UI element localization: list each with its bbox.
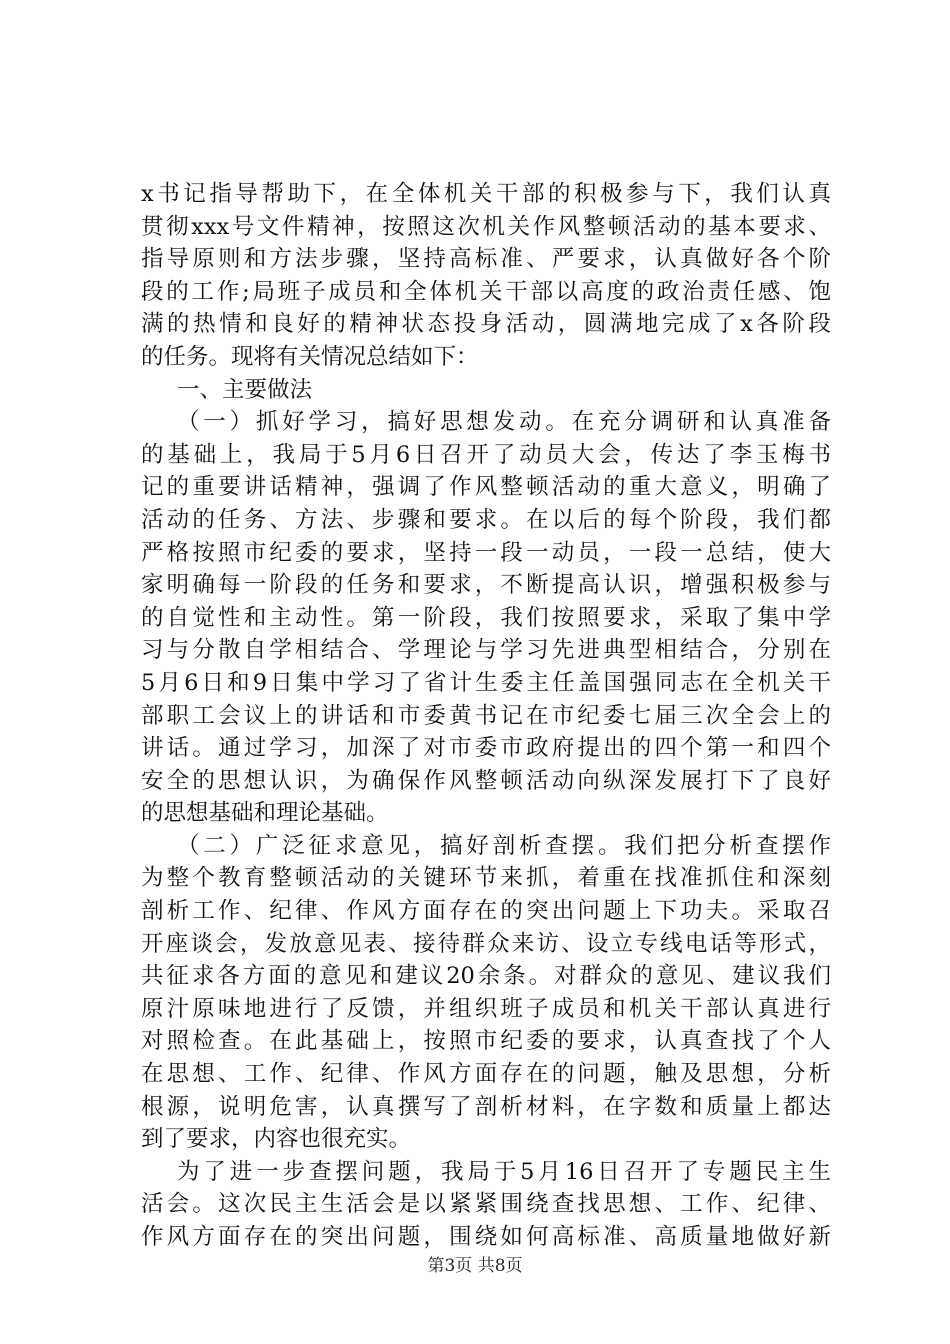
text-line: 讲话。通过学习，加深了对市委市政府提出的四个第一和四个 — [141, 735, 831, 762]
body-text — [141, 178, 831, 1254]
text-line: 剖析工作、纪律、作风方面存在的突出问题上下功夫。采取召 — [141, 898, 831, 925]
text-line: 根源，说明危害，认真撰写了剖析材料，在字数和质量上都达 — [141, 1093, 831, 1120]
text-line: 作风方面存在的突出问题，围绕如何高标准、高质量地做好新 — [141, 1224, 831, 1250]
text-line: 家明确每一阶段的任务和要求，不断提高认识，增强积极参与 — [141, 572, 831, 599]
text-line: 段的工作;局班子成员和全体机关干部以高度的政治责任感、饱 — [141, 278, 831, 305]
text-line: 活会。这次民主生活会是以紧紧围绕查找思想、工作、纪律、 — [141, 1191, 831, 1218]
text-line: x书记指导帮助下，在全体机关干部的积极参与下，我们认真 — [141, 181, 831, 207]
text-line: 在思想、工作、纪律、作风方面存在的问题，触及思想，分析 — [141, 1061, 831, 1088]
text-line: 对照检查。在此基础上，按照市纪委的要求，认真查找了个人 — [141, 1028, 831, 1055]
text-line: 的自觉性和主动性。第一阶段，我们按照要求，采取了集中学 — [141, 604, 831, 631]
text-line: 部职工会议上的讲话和市委黄书记在市纪委七届三次全会上的 — [141, 702, 831, 729]
text-line: 为了进一步查摆问题，我局于5月16日召开了专题民主生 — [177, 1158, 831, 1185]
text-line: 安全的思想认识，为确保作风整顿活动向纵深发展打下了良好 — [141, 767, 831, 794]
text-line: 的基础上，我局于5月6日召开了动员大会，传达了李玉梅书 — [141, 441, 831, 468]
text-line: 习与分散自学相结合、学理论与学习先进典型相结合，分别在 — [141, 637, 831, 664]
text-line: 的思想基础和理论基础。 — [141, 800, 389, 827]
text-line: 贯彻xxx号文件精神，按照这次机关作风整顿活动的基本要求、 — [141, 213, 831, 240]
text-line: 5月6日和9日集中学习了省计生委主任盖国强同志在全机关干 — [141, 669, 831, 696]
text-line: 到了要求，内容也很充实。 — [141, 1126, 412, 1153]
text-line: （二）广泛征求意见，搞好剖析查摆。我们把分析查摆作 — [177, 832, 831, 859]
text-line: 的任务。现将有关情况总结如下： — [141, 343, 479, 370]
text-line: 活动的任务、方法、步骤和要求。在以后的每个阶段，我们都 — [141, 506, 831, 533]
text-line: 一、主要做法 — [177, 376, 313, 403]
text-line: 严格按照市纪委的要求，坚持一段一动员，一段一总结，使大 — [141, 539, 831, 566]
text-line: 满的热情和良好的精神状态投身活动，圆满地完成了x各阶段 — [141, 311, 831, 338]
text-line: 记的重要讲话精神，强调了作风整顿活动的重大意义，明确了 — [141, 474, 831, 501]
page-footer: 第3页 共8页 — [427, 1256, 523, 1276]
text-line: 为整个教育整顿活动的关键环节来抓，着重在找准抓住和深刻 — [141, 865, 831, 892]
text-line: （一）抓好学习，搞好思想发动。在充分调研和认真准备 — [177, 409, 831, 436]
text-line: 指导原则和方法步骤，坚持高标准、严要求，认真做好各个阶 — [141, 246, 831, 273]
text-line: 原汁原味地进行了反馈，并组织班子成员和机关干部认真进行 — [141, 995, 831, 1022]
text-line: 开座谈会，发放意见表、接待群众来访、设立专线电话等形式， — [141, 930, 831, 957]
text-line: 共征求各方面的意见和建议20余条。对群众的意见、建议我们 — [141, 963, 831, 990]
